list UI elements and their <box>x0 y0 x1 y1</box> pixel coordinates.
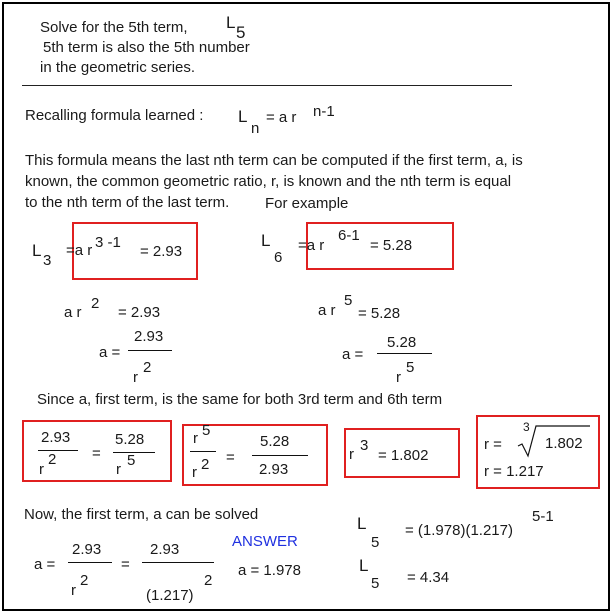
L5b-L: L <box>359 556 369 575</box>
right-den-exp: 5 <box>406 359 415 376</box>
final-den1-exp: 2 <box>80 572 89 589</box>
right-den: r <box>396 369 401 386</box>
box1-den1-exp: 2 <box>48 451 57 468</box>
L5a-exp: 5-1 <box>532 508 554 525</box>
left-a-eq: a = <box>99 344 121 361</box>
L6-lhs: =a r <box>298 237 325 254</box>
formula-L: L <box>238 107 248 126</box>
box1-num1: 2.93 <box>41 429 71 446</box>
L3-sub: 3 <box>43 252 52 269</box>
right-a-eq: a = <box>342 346 364 363</box>
left-num: 2.93 <box>134 328 164 345</box>
formula-exp: n-1 <box>313 103 335 120</box>
box1-num2: 5.28 <box>115 431 145 448</box>
formula-eq: = a r <box>266 109 297 126</box>
intro-sub-5: 5 <box>236 23 246 42</box>
final-bar2 <box>142 562 214 563</box>
box4-r-eq: r = <box>484 436 502 453</box>
L5a-expr: = (1.978)(1.217) <box>405 522 513 539</box>
since-line: Since a, first term, is the same for both 3rd term and 6th term <box>37 391 443 408</box>
box1-eq: = <box>92 445 101 462</box>
final-den2: (1.217) <box>146 587 194 604</box>
L3-lhs: =a r <box>66 242 93 259</box>
right-num: 5.28 <box>387 334 417 351</box>
left-den: r <box>133 369 138 386</box>
box1-den2: r <box>116 461 121 478</box>
L3-rhs: = 2.93 <box>140 243 183 260</box>
box2-eq: = <box>226 449 235 466</box>
right-fraction-bar <box>377 353 432 354</box>
left-ar-exp: 2 <box>91 295 100 312</box>
right-ar-eq: = 5.28 <box>358 305 401 322</box>
explanation-line-3: to the nth term of the last term. <box>25 194 230 211</box>
left-ar-eq: = 2.93 <box>118 304 161 321</box>
L6-sub: 6 <box>274 249 283 266</box>
final-den1: r <box>71 582 76 599</box>
final-intro: Now, the first term, a can be solved <box>24 506 259 523</box>
box2-den2: 2.93 <box>259 461 289 478</box>
L5b-sub: 5 <box>371 575 380 592</box>
box2-den1-exp: 2 <box>201 456 210 473</box>
L6-rhs: = 5.28 <box>370 237 413 254</box>
final-a-eq: a = <box>34 556 56 573</box>
box1-bar1 <box>38 450 78 451</box>
final-bar1 <box>68 562 112 563</box>
formula-label: Recalling formula learned : <box>25 107 204 124</box>
box1-den2-exp: 5 <box>127 452 136 469</box>
box3-eq: = 1.802 <box>378 447 429 464</box>
box2-bar2 <box>252 455 308 456</box>
right-ar-exp: 5 <box>344 292 353 309</box>
final-den2-exp: 2 <box>204 572 213 589</box>
L6-L: L <box>261 231 271 250</box>
left-den-exp: 2 <box>143 359 152 376</box>
box3-r: r <box>349 446 354 463</box>
box2-num2: 5.28 <box>260 433 290 450</box>
L6-exp: 6-1 <box>338 227 360 244</box>
L3-L: L <box>32 241 42 260</box>
L5b-expr: = 4.34 <box>407 569 450 586</box>
formula-sub-n: n <box>251 120 260 137</box>
L5a-L: L <box>357 514 367 533</box>
explanation-line-1: This formula means the last nth term can be computed if the first term, a, is <box>25 152 523 169</box>
box2-num1-exp: 5 <box>202 422 211 439</box>
final-num1: 2.93 <box>72 541 102 558</box>
explanation-line-2: known, the common geometric ratio, r, is known and the nth term is equal <box>25 173 512 190</box>
intro-L: L <box>226 13 236 32</box>
answer-label: ANSWER <box>232 533 298 550</box>
box2-den1: r <box>192 464 197 481</box>
L3-exp: 3 -1 <box>95 234 121 251</box>
divider <box>22 85 512 86</box>
answer-value: a = 1.978 <box>238 562 301 579</box>
explanation-example: For example <box>265 195 349 212</box>
final-num2: 2.93 <box>150 541 180 558</box>
left-fraction-bar <box>128 350 172 351</box>
intro-line-3: in the geometric series. <box>40 59 196 76</box>
right-ar: a r <box>318 302 336 319</box>
intro-line-2: 5th term is also the 5th number <box>43 39 250 56</box>
box2-num1: r <box>193 430 198 447</box>
intro-line-1: Solve for the 5th term, <box>40 19 188 36</box>
box4-root-index: 3 <box>523 420 530 434</box>
box3-exp: 3 <box>360 437 369 454</box>
L5a-sub: 5 <box>371 534 380 551</box>
box2-bar1 <box>190 451 216 452</box>
left-ar: a r <box>64 304 82 321</box>
box4-radicand: 1.802 <box>545 435 583 452</box>
final-eq: = <box>121 556 130 573</box>
box4-result: r = 1.217 <box>484 463 544 480</box>
box1-den1: r <box>39 461 44 478</box>
